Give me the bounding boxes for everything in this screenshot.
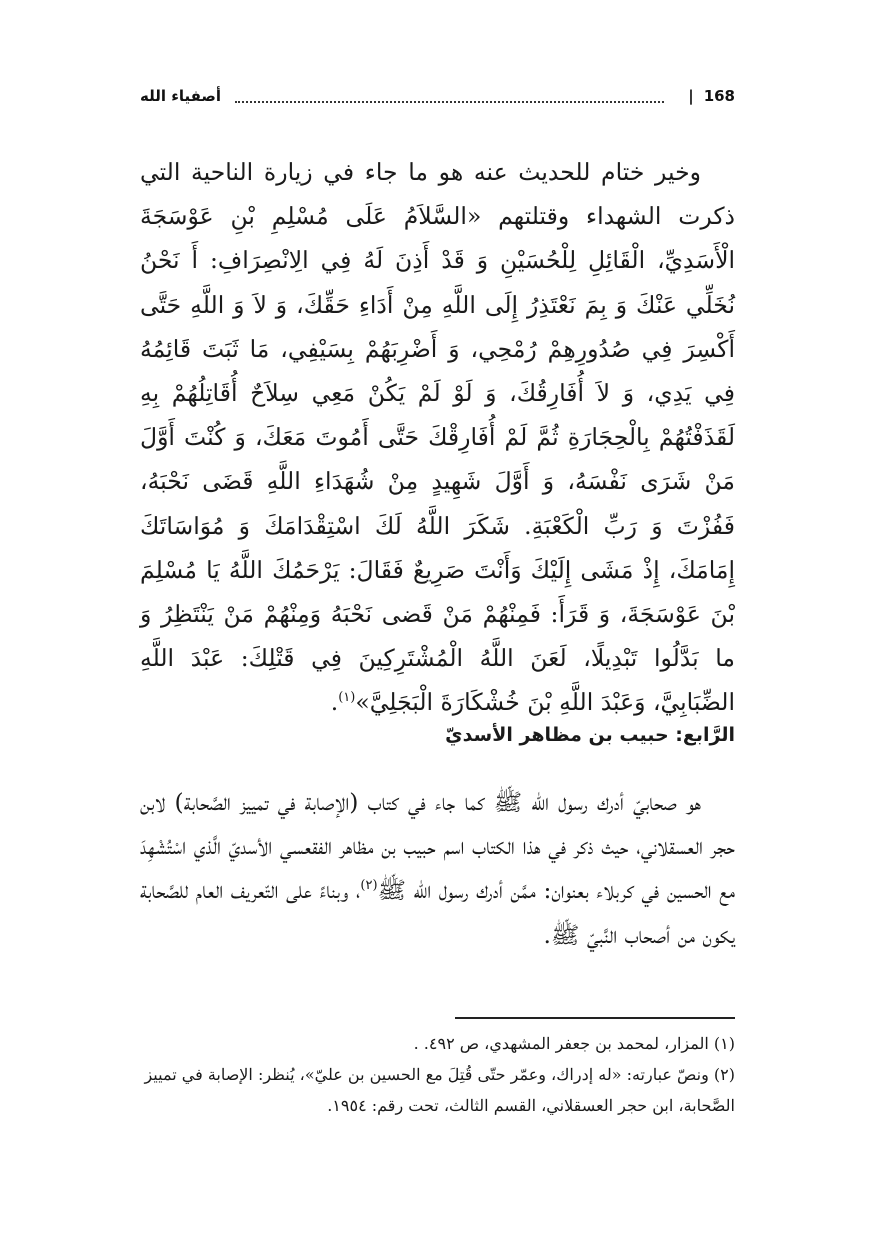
footnote-ref-1[interactable]: (١)	[338, 690, 356, 706]
footnote-ref-2[interactable]: (٢)	[360, 878, 378, 894]
paragraph-2-part-b: ، وبناءً على التّعريف العام للصَّحابة يكون من أصحاب النَّبيّ ﷺ.	[140, 876, 735, 949]
paragraph-habib	[140, 780, 735, 957]
paragraph-1-body: وخير ختام للحديث عنه هو ما جاء في زيارة الناحية التي ذكرت الشهداء وقتلتهم «السَّلاَمُ عَلَى مُسْلِمِ بْنِ عَوْسَجَةَ الْأَسَدِيِّ، الْقَائِلِ لِلْحُسَيْنِ وَ قَدْ أَذِنَ لَهُ فِي الِانْصِرَافِ: أَ نَحْنُ نُخَلِّي عَنْكَ وَ بِمَ نَعْتَذِرُ إِلَى اللَّهِ مِنْ أَدَاءِ حَقِّكَ، وَ لاَ وَ اللَّهِ حَتَّى أَكْسِرَ فِي صُدُورِهِمْ رُمْحِي، وَ أَضْرِبَهُمْ بِسَيْفِي، مَا ثَبَتَ قَائِمُهُ فِي يَدِي، وَ لاَ أُفَارِقُكَ، وَ لَوْ لَمْ يَكُنْ مَعِي سِلاَحٌ أُقَاتِلُهُمْ بِهِ لَقَذَفْتُهُمْ بِالْحِجَارَةِ ثُمَّ لَمْ أُفَارِقْكَ حَتَّى أَمُوتَ مَعَكَ، وَ كُنْتَ أَوَّلَ مَنْ شَرَى نَفْسَهُ، وَ أَوَّلَ شَهِيدٍ مِنْ شُهَدَاءِ اللَّهِ قَضَى نَحْبَهُ، فَفُزْتَ وَ رَبِّ الْكَعْبَةِ. شَكَرَ اللَّهُ لَكَ اسْتِقْدَامَكَ وَ مُوَاسَاتَكَ إِمَامَكَ، إِذْ مَشَى إِلَيْكَ وَأَنْتَ صَرِيعٌ فَقَالَ: يَرْحَمُكَ اللَّهُ يَا مُسْلِمَ بْنَ عَوْسَجَةَ، وَ قَرَأَ: فَمِنْهُمْ مَنْ قَضى نَحْبَهُ وَمِنْهُمْ مَنْ يَنْتَظِرُ وَ ما بَدَّلُوا تَبْدِيلًا، لَعَنَ اللَّهُ الْمُشْتَرِكِينَ فِي قَتْلِكَ: عَبْدَ اللَّهِ الضِّبَابِيَّ، وَعَبْدَ اللَّهِ بْنَ خُشْكَارَةَ الْبَجَلِيَّ»	[140, 158, 735, 717]
paragraph-1-end: .	[330, 688, 339, 717]
page-number: 168	[703, 87, 735, 105]
running-header-title: أصفياء الله	[140, 87, 222, 105]
header-separator: |	[688, 87, 694, 105]
paragraph-2-text	[140, 780, 735, 957]
footnote-divider	[455, 1017, 735, 1019]
book-page	[140, 0, 735, 1240]
paragraph-1-text	[140, 150, 735, 725]
paragraph-2-part-a: هو صحابيّ أدرك رسول الله ﷺ كما جاء في كتاب (الإصابة في تمييز الصَّحابة) لابن حجر العسقلاني، حيث ذكر في هذا الكتاب اسم حبيب بن مظاهر الفقعسي الأسديّ الَّذي اسْتُشْهِدَ مع الحسين في كربلاء بعنوان: ممَّن أدرك رسول الله ﷺ	[140, 788, 736, 905]
footnote-2: (٢) ونصّ عبارته: «له إدراك، وعمّر حتّى قُتِلَ مع الحسين بن عليّ»، يُنظر: الإصابة في تمييز الصَّحابة، ابن حجر العسقلاني، القسم الثالث، تحت رقم: ١٩٥٤.	[144, 1065, 735, 1115]
section-heading: الرَّابع: حبيب بن مظاهر الأسديّ	[445, 724, 735, 746]
footnotes	[140, 1028, 735, 1121]
footnote-1: (١) المزار، لمحمد بن جعفر المشهدي، ص ٤٩٢. .	[413, 1034, 735, 1053]
header-dotted-leader	[235, 101, 664, 103]
paragraph-ziyara-quote	[140, 150, 735, 725]
running-header	[140, 84, 735, 108]
